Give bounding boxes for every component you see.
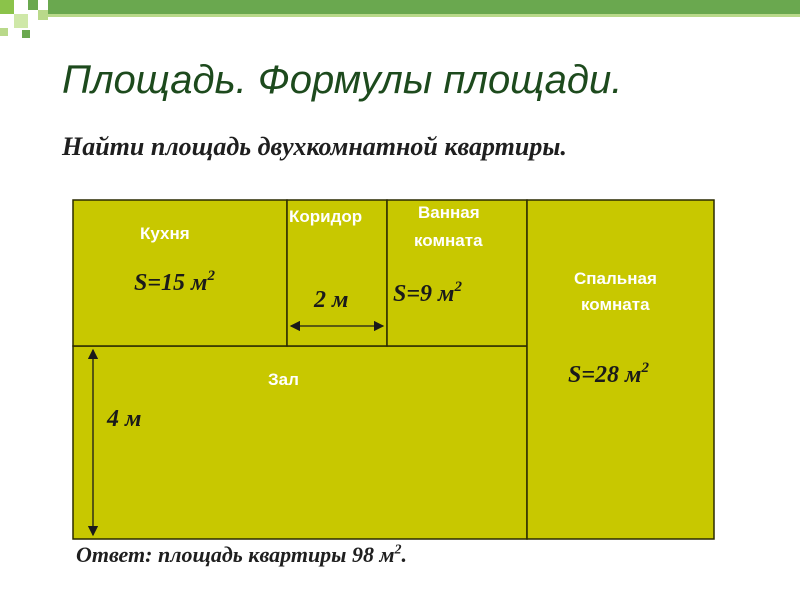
bedroom-area: S=28 $м^2$ xyxy=(568,360,649,388)
bathroom-area: S=9 $м^2$ xyxy=(393,279,462,307)
kitchen-label: Кухня xyxy=(140,224,190,243)
task-statement: Найти площадь двухкомнатной квартиры. xyxy=(62,132,567,161)
bathroom-label-line1: Ванная xyxy=(418,203,480,222)
bedroom-label-line1: Спальная xyxy=(574,269,657,288)
corridor-label: Коридор xyxy=(289,207,363,226)
room-hall xyxy=(73,346,527,539)
corridor-width-label: 2 м xyxy=(314,287,349,313)
kitchen-area: S=15 $м^2$ xyxy=(134,268,215,296)
answer-text: Ответ: площадь квартиры 98 $м^2$. xyxy=(76,542,408,567)
page-title: Площадь. Формулы площади. xyxy=(62,58,623,102)
hall-label: Зал xyxy=(268,370,299,389)
hall-height-label: 4 м xyxy=(107,406,142,432)
bathroom-label-line2: комната xyxy=(414,231,483,250)
bedroom-label-line2: комната xyxy=(581,295,650,314)
